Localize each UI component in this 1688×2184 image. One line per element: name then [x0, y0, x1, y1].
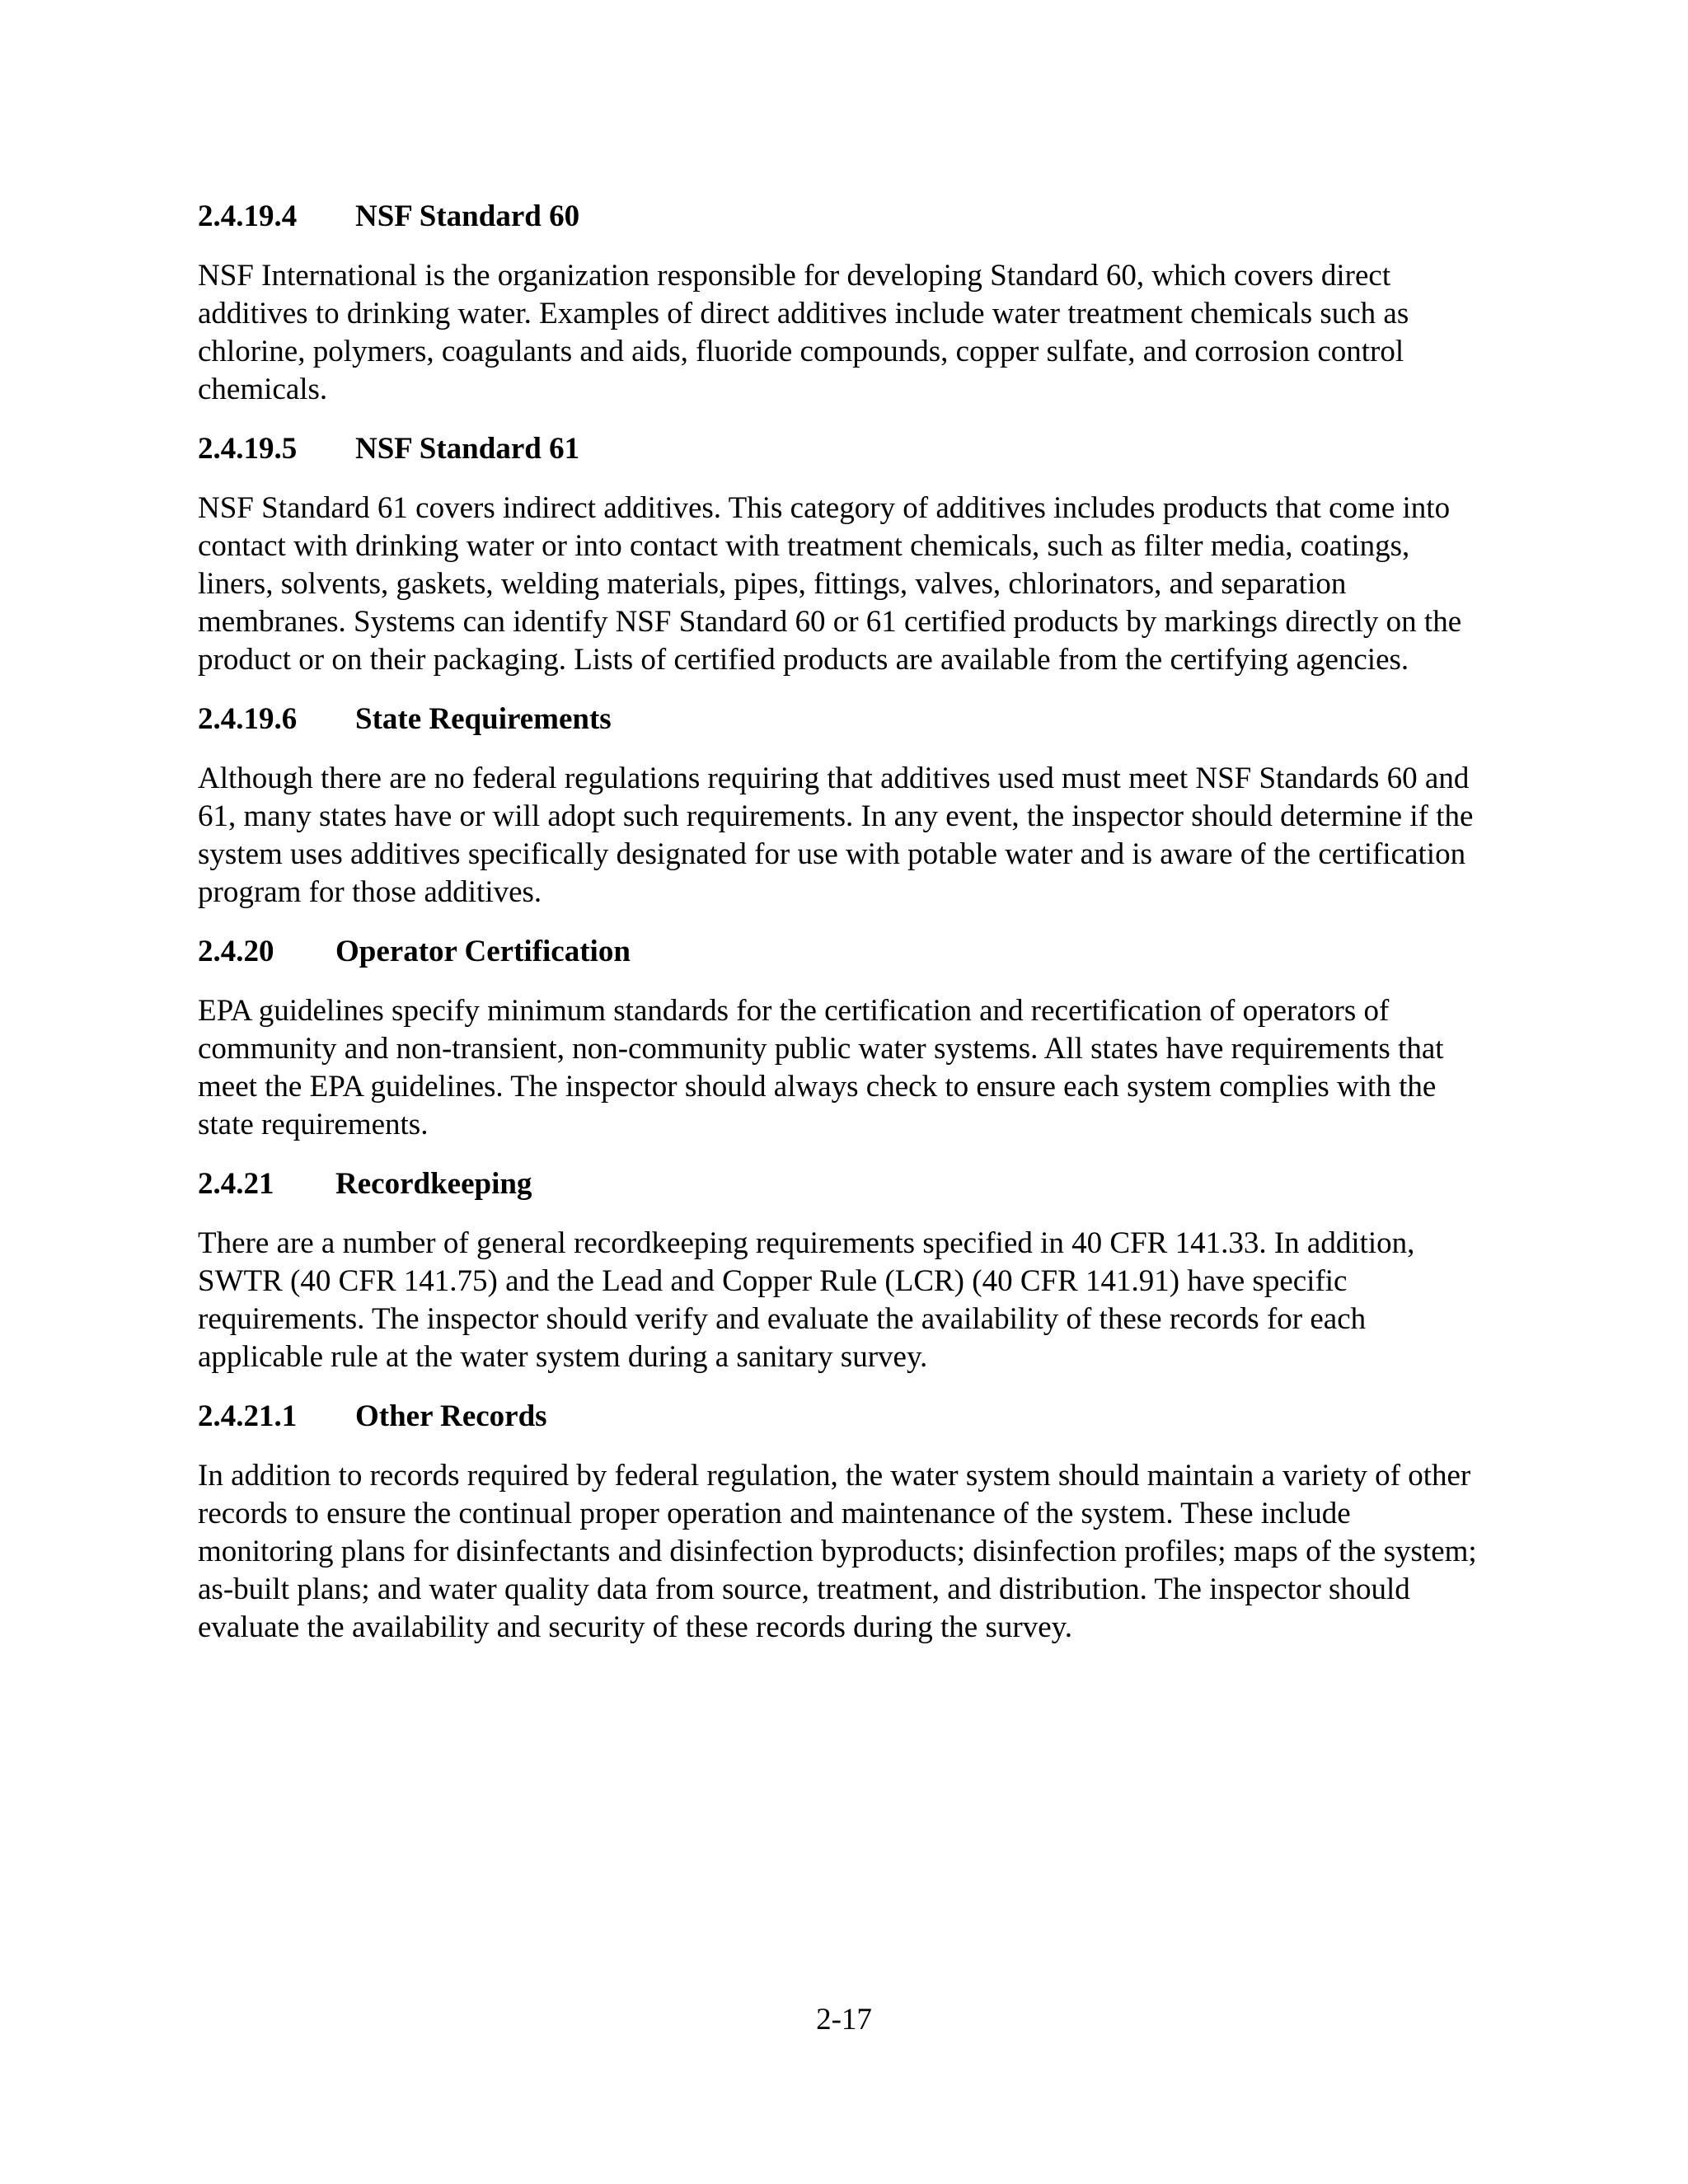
- section-number: 2.4.19.6: [198, 702, 298, 736]
- section-heading-2-4-20: [198, 933, 1484, 971]
- document-page: [198, 198, 1484, 1668]
- section-paragraph-2-4-21: There are a number of general recordkeeping requirements specified in 40 CFR 141.33. In addition, SWTR (40 CFR 141.75) and the Lead and Copper Rule (LCR) (40 CFR 141.91) have specific requirements. The inspector should verify and evaluate the availability of these records for each applicable rule at the water system during a sanitary survey.: [198, 1226, 1415, 1374]
- section-paragraph-2-4-21-1: In addition to records required by federal regulation, the water system should maintain a variety of other records to ensure the continual proper operation and maintenance of the system. These include monitoring plans for disinfectants and disinfection byproducts; disinfection profiles; maps of the system; as-built plans; and water quality data from source, treatment, and distribution. The inspector should evaluate the availability and security of these records during the survey.: [198, 1459, 1477, 1644]
- page-number: 2-17: [816, 2003, 872, 2036]
- section-number: 2.4.20: [198, 935, 274, 968]
- section-heading-2-4-19-6: [198, 701, 1484, 738]
- section-number: 2.4.21.1: [198, 1399, 298, 1433]
- section-number: 2.4.21: [198, 1167, 274, 1201]
- section-heading-2-4-19-5: [198, 430, 1484, 468]
- section-title: State Requirements: [355, 702, 612, 736]
- section-title: Operator Certification: [335, 935, 631, 968]
- section-paragraph-2-4-19-4: NSF International is the organization responsible for developing Standard 60, which covers direct additives to drinking water. Examples of direct additives include water treatment chemicals such as chlorine, polymers, coagulants and aids, fluoride compounds, copper sulfate, and corrosion control chemicals.: [198, 259, 1409, 406]
- section-number: 2.4.19.4: [198, 199, 298, 233]
- section-number: 2.4.19.5: [198, 432, 298, 466]
- section-paragraph-2-4-19-5: NSF Standard 61 covers indirect additives. This category of additives includes products that come into contact with drinking water or into contact with treatment chemicals, such as filter media, coatings, liners, solvents, gaskets, welding materials, pipes, fittings, valves, chlorinators, and separation membranes. Systems can identify NSF Standard 60 or 61 certified products by markings directly on the product or on their packaging. Lists of certified products are available from the certifying agencies.: [198, 491, 1462, 677]
- section-title: NSF Standard 61: [355, 432, 580, 466]
- section-paragraph-2-4-19-6: Although there are no federal regulations requiring that additives used must meet NSF Standards 60 and 61, many states have or will adopt such requirements. In any event, the inspector should determine if the system uses additives specifically designated for use with potable water and is aware of the certification program for those additives.: [198, 762, 1474, 909]
- section-paragraph-2-4-20: EPA guidelines specify minimum standards for the certification and recertification of operators of community and non-transient, non-community public water systems. All states have requirements that meet the EPA guidelines. The inspector should always check to ensure each system complies with the state requirements.: [198, 994, 1444, 1141]
- section-title: Other Records: [355, 1399, 547, 1433]
- section-heading-2-4-21-1: [198, 1398, 1484, 1436]
- section-title: Recordkeeping: [335, 1167, 532, 1201]
- section-heading-2-4-19-4: [198, 198, 1484, 236]
- section-title: NSF Standard 60: [355, 199, 580, 233]
- section-heading-2-4-21: [198, 1165, 1484, 1203]
